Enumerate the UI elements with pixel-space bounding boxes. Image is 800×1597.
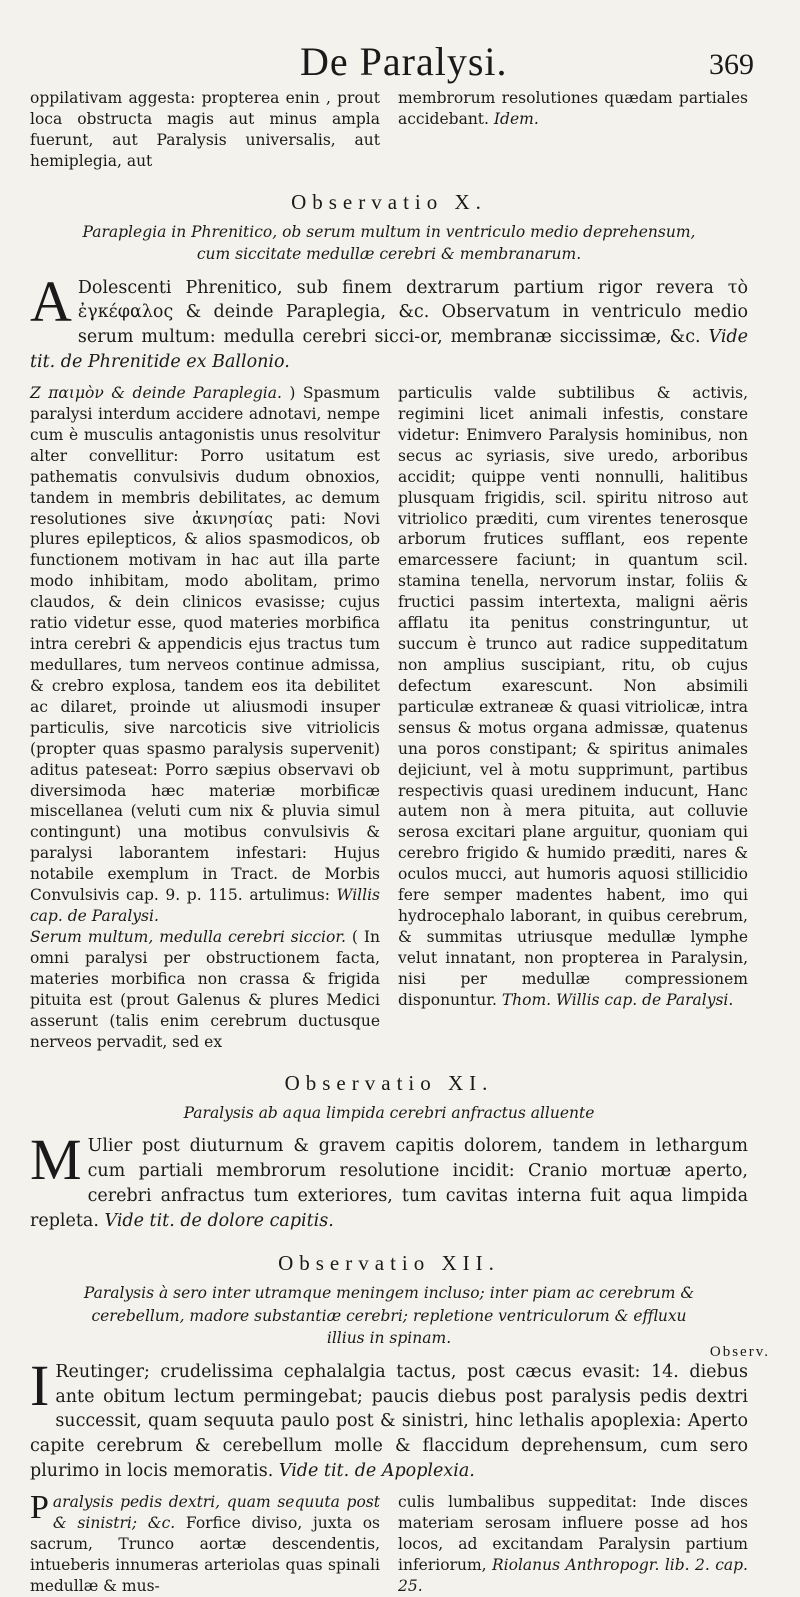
intro-right-text: membrorum resolutiones quædam partiales accidebant. bbox=[398, 89, 748, 128]
observation-10-scholia bbox=[30, 383, 748, 1053]
scholion-text: Forfice diviso, juxta os sacrum, Trunco aortæ descendentis, intueberis innumeras arteriolas quas spinali medullæ & mus- bbox=[30, 1513, 380, 1595]
intro-right-column bbox=[398, 88, 748, 172]
observation-12-subtitle: Paralysis à sero inter utramque meningem incluso; inter piam ac cerebrum & cerebellum, madore substantiæ cerebri; repletione ventriculorum & effluxu illius in spinam. bbox=[83, 1284, 695, 1348]
scholion-ref: Willis cap. de Paralysi. bbox=[30, 886, 380, 926]
observation-11-dropcap: M bbox=[30, 1126, 82, 1192]
observation-11-text bbox=[30, 1126, 748, 1233]
observation-12-ref: Vide tit. de Apoplexia. bbox=[278, 1461, 475, 1482]
observation-10-text bbox=[30, 268, 748, 375]
observation-12-scholion-right bbox=[398, 1492, 748, 1597]
scholion-lemma: aralysis pedis dextri, quam sequuta post & sinistri; &c. bbox=[52, 1492, 380, 1532]
observation-12-text bbox=[30, 1352, 748, 1484]
scholion-dropcap: P bbox=[30, 1488, 49, 1526]
observation-11-title: Observatio XI. bbox=[284, 1070, 494, 1095]
observation-12-scholia bbox=[30, 1488, 748, 1597]
observation-10-title: Observatio X. bbox=[291, 189, 487, 214]
running-head: De Paralysi. bbox=[300, 39, 508, 84]
observation-11-ref: Vide tit. de dolore capitis. bbox=[104, 1210, 334, 1231]
page-number: 369 bbox=[709, 48, 754, 81]
scholion-text: particulis valde subtilibus & activis, regimini licet animali infestis, constare videtur: Enimvero Paralysis hominibus, non secus ac syriasis, sive uredo, arboribus accidit; quippe venti nonnulli, halitibus plusquam frigidis, scil. spiritu nitroso aut vitriolico præditi, cum virentes tenerosque arborum frutices sufflant, eos repente emarcessere faciunt; in quantum scil. stamina tenella, nervorum instar, foliis & fructici passim intertexta, maligni aëris afflatu ita penitus constringuntur, ut succum è trunco aut radice suppeditatum non amplius suscipiant, ritu, ob cujus defectum exarescunt. Non absimili particulæ extraneæ & quasi vitriolicæ, intra sensus & motus organa admissæ, quatenus una poros constipant; & spiritus animales dejiciunt, vel à motu supprimunt, partibus respectivis quasi uredinem inducunt, Hanc autem non à mera pituita, aut colluvie serosa excitari plane arguitur, quoniam qui cerebro frigido & humido præditi, nares & oculos mucci, aut humoris aquosi stillicidio fere semper madentes habent, imo qui hydrocephalo laborant, in quibus cerebrum, & summitas utriusque medullæ lymphe velut innatant, non propterea in Paralysin, nisi per medullæ compressionem disponuntur. bbox=[398, 384, 748, 1009]
observation-10-ref: Vide tit. de Phrenitide ex Ballonio. bbox=[30, 327, 748, 373]
page-header bbox=[30, 30, 754, 88]
observation-11-body: Ulier post diuturnum & gravem capitis dolorem, tandem in lethargum cum partiali membrorum resolutione incidit: Cranio mortuæ aperto, cerebri anfractus tum exteriores, tum cavitas interna fuit aqua limpida repleta. bbox=[30, 1135, 748, 1231]
scholion-text: culis lumbalibus suppeditat: Inde disces materiam serosam influere posse ad hos locos, ad excitandam Paralysin partium inferiorum, bbox=[398, 1492, 748, 1574]
observation-12-body: Reutinger; crudelissima cephalalgia tactus, post cæcus evasit: 14. diebus ante obitum lectum permingebat; paucis diebus post paralysis pedis dextri successit, quam sequuta paulo post & sinistri, hinc lethalis apoplexia: Aperto capite cerebrum & cerebellum molle & flaccidum deprehensum, cum sero plurimo in locis memoratis. bbox=[30, 1361, 748, 1482]
intro-left-text: oppilativam aggesta: propterea enin , prout loca obstructa magis aut minus ampla fuerunt, aut Paralysis universalis, aut hemiplegia, aut bbox=[30, 89, 380, 170]
intro-right-ref: Idem. bbox=[493, 109, 539, 128]
observation-12-dropcap: I bbox=[30, 1352, 50, 1418]
scholion-text-2: ( In omni paralysi per obstructionem facta, materies morbifica non crassa & frigida pituita est (prout Galenus & plures Medici asserunt (talis enim cerebrum ductusque nerveos pervadit, sed ex bbox=[30, 927, 380, 1051]
intro-left-column bbox=[30, 88, 380, 172]
scholion-ref: Riolanus Anthropogr. lib. 2. cap. 25. bbox=[398, 1555, 748, 1595]
intro-columns bbox=[30, 88, 748, 172]
scholion-lemma-2: Serum multum, medulla cerebri siccior. bbox=[30, 927, 346, 946]
scholion-lemma: Ζ παιμὸν & deinde Paraplegia. bbox=[30, 384, 282, 402]
observation-10-subtitle: Paraplegia in Phrenitico, ob serum multum in ventriculo medio deprehensum, cum siccitate medullæ cerebri & membranarum. bbox=[82, 222, 696, 264]
observation-10-dropcap: A bbox=[30, 268, 72, 334]
scholion-ref: Thom. Willis cap. de Paralysi. bbox=[501, 990, 734, 1009]
catchword: Observ. bbox=[709, 1344, 770, 1360]
observation-12-title: Observatio XII. bbox=[278, 1251, 500, 1276]
observation-10-body: Dolescenti Phrenitico, sub finem dextrarum partium rigor revera τὸ ἐγκέφαλος & deinde Paraplegia, &c. Observatum in ventriculo medio serum multum: medulla cerebri sicci-or, membranæ siccissimæ, &c. bbox=[77, 277, 748, 348]
observation-10-scholion-left bbox=[30, 383, 380, 1053]
observation-11-subtitle: Paralysis ab aqua limpida cerebri anfractus alluente bbox=[183, 1103, 595, 1122]
scholion-text: ) Spasmum paralysi interdum accidere adnotavi, nempe cum è musculis antagonistis unus resolvitur alter convellitur: Porro usitatum est pathematis convulsivis dudum obnoxios, tandem in membris debilitates, ac demum resolutiones sive ἀκινησίας pati: Novi plures epilepticos, & alios spasmodicos, ob functionem motivam in hac aut illa parte modo inhibitam, modo abolitam, primo claudos, & dein clinicos evasisse; cujus ratio videtur esse, quod materies morbifica intra cerebri & appendicis ejus tractus tum medullares, tum nerveos continue admissa, & crebro explosa, tandem eos ita debilitet ac dilaret, proinde ut aliusmodi insuper particulis, sive narcoticis sive vitriolicis (propter quas spasmo paralysis supervenit) aditus pateseat: Porro sæpius observavi ob diversimoda hæc materiæ morbificæ miscellanea (veluti cum nix & pluvia simul contingunt) una motibus convulsivis & paralysi laborantem infestari: Hujus notabile exemplum in Tract. de Morbis Convulsivis cap. 9. p. 115. artulimus: bbox=[30, 384, 380, 905]
observation-12-scholion-left bbox=[30, 1488, 380, 1597]
observation-10-scholion-right bbox=[398, 383, 748, 1053]
